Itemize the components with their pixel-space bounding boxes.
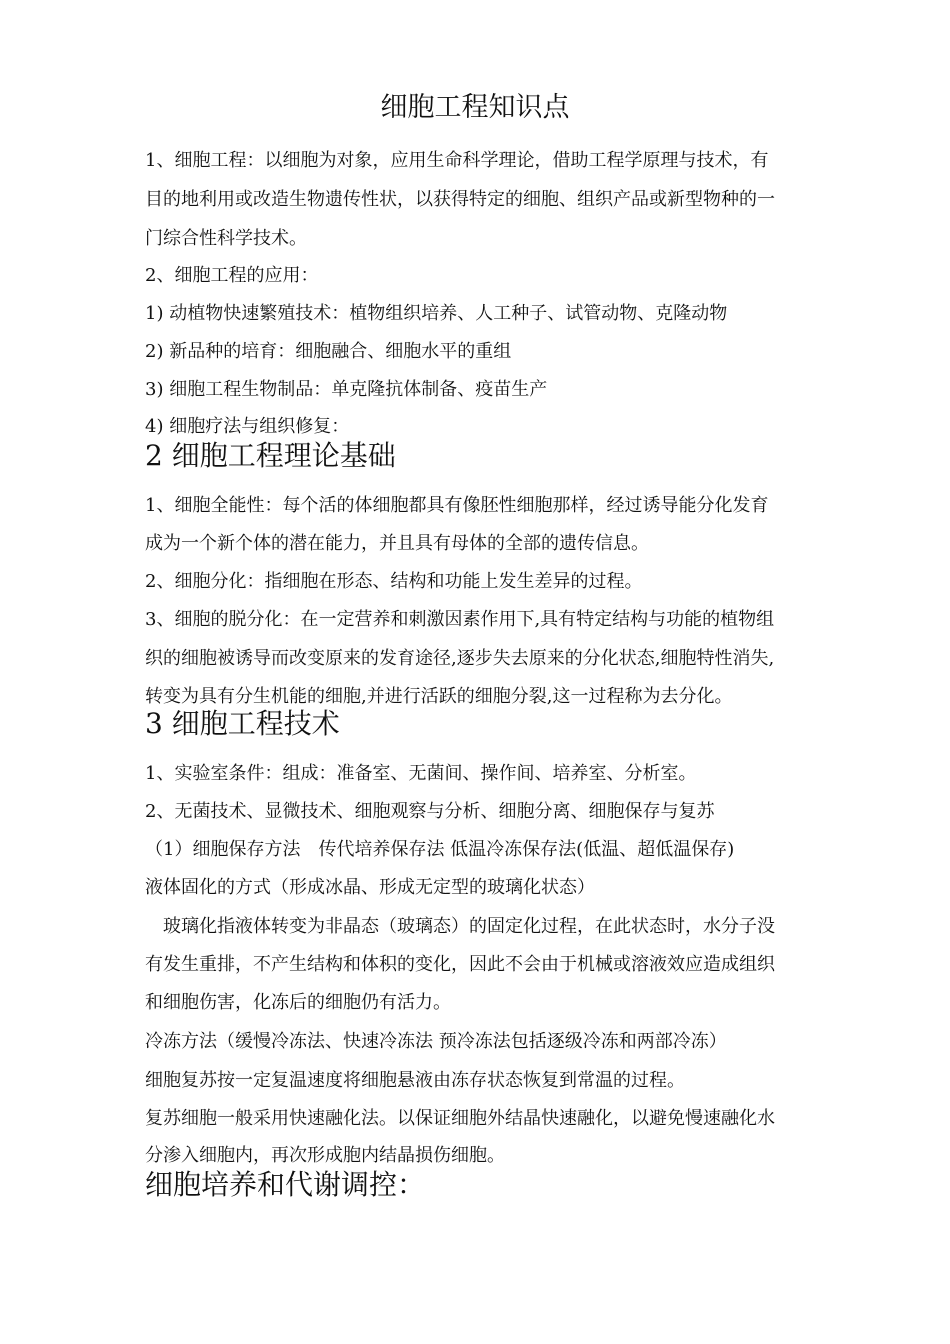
text-line: （1）细胞保存方法 传代培养保存法 低温冷冻保存法(低温、超低温保存) [145,839,735,860]
text-line: 细胞复苏按一定复温速度将细胞悬液由冻存状态恢复到常温的过程。 [145,1070,685,1091]
text-line: 复苏细胞一般采用快速融化法。以保证细胞外结晶快速融化，以避免慢速融化水 [145,1108,775,1129]
text-line: 4) 细胞疗法与组织修复： [145,416,350,437]
text-line: 1) 动植物快速繁殖技术：植物组织培养、人工种子、试管动物、克隆动物 [145,303,728,324]
text-line: 1、实验室条件：组成：准备室、无菌间、操作间、培养室、分析室。 [145,763,697,784]
text-line: 冷冻方法（缓慢冷冻法、快速冷冻法 预冷冻法包括逐级冷冻和两部冷冻） [145,1031,727,1052]
section-heading: 3 细胞工程技术 [145,707,340,740]
text-line: 目的地利用或改造生物遗传性状，以获得特定的细胞、组织产品或新型物种的一 [145,189,775,210]
text-line: 分渗入细胞内，再次形成胞内结晶损伤细胞。 [145,1145,505,1166]
text-line: 1、细胞全能性：每个活的体细胞都具有像胚性细胞那样，经过诱导能分化发育 [145,495,769,516]
section-heading: 2 细胞工程理论基础 [145,439,396,472]
page-title: 细胞工程知识点 [380,92,570,123]
text-line: 门综合性科学技术。 [145,228,307,249]
text-line: 2、细胞分化：指细胞在形态、结构和功能上发生差异的过程。 [145,571,643,592]
text-line: 3) 细胞工程生物制品：单克隆抗体制备、疫苗生产 [145,379,548,400]
text-line: 转变为具有分生机能的细胞,并进行活跃的细胞分裂,这一过程称为去分化。 [145,686,733,707]
text-line: 2、无菌技术、显微技术、细胞观察与分析、细胞分离、细胞保存与复苏 [145,801,715,822]
text-line: 2) 新品种的培育：细胞融合、细胞水平的重组 [145,341,512,362]
text-line: 1、细胞工程：以细胞为对象，应用生命科学理论，借助工程学原理与技术，有 [145,150,769,171]
section-heading: 细胞培养和代谢调控： [145,1168,426,1201]
text-line: 3、细胞的脱分化：在一定营养和刺激因素作用下,具有特定结构与功能的植物组 [145,609,775,630]
text-line: 玻璃化指液体转变为非晶态（玻璃态）的固定化过程，在此状态时，水分子没 [145,916,775,937]
text-line: 有发生重排，不产生结构和体积的变化，因此不会由于机械或溶液效应造成组织 [145,954,775,975]
text-line: 织的细胞被诱导而改变原来的发育途径,逐步失去原来的分化状态,细胞特性消失, [145,648,775,669]
text-line: 液体固化的方式（形成冰晶、形成无定型的玻璃化状态） [145,877,595,898]
text-line: 2、细胞工程的应用： [145,265,319,286]
text-line: 成为一个新个体的潜在能力，并且具有母体的全部的遗传信息。 [145,533,649,554]
text-line: 和细胞伤害，化冻后的细胞仍有活力。 [145,992,451,1013]
